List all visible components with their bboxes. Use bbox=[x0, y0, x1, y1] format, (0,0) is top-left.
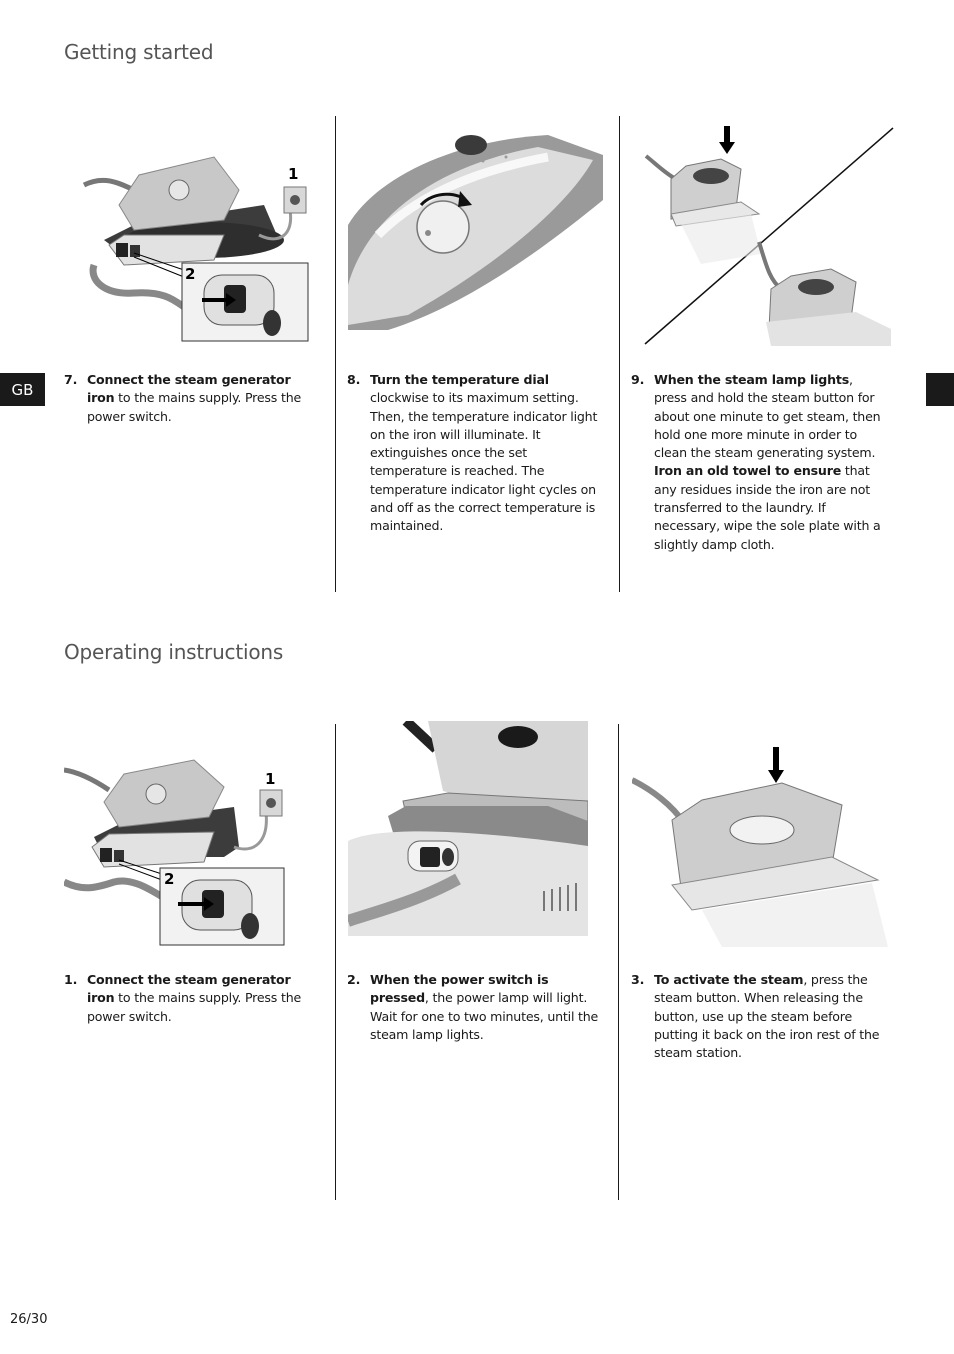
step-1 bbox=[64, 971, 320, 1026]
step-number: 9. bbox=[631, 372, 645, 387]
language-tab: GB bbox=[0, 373, 45, 406]
figure-connect-station bbox=[64, 752, 320, 948]
step-7 bbox=[64, 371, 320, 426]
step-text: , press and hold the steam button for about one minute to get steam, then hold one more minute in order to clean the steam generating system. bbox=[654, 372, 881, 461]
step-text-secondary: that any residues inside the iron are not transferred to the laundry. If necessary, wipe the sole plate with a slightly damp cloth. bbox=[654, 463, 881, 552]
step-8 bbox=[347, 371, 603, 536]
column-divider bbox=[335, 724, 336, 1200]
step-lead: To activate the steam bbox=[654, 972, 804, 987]
figure-temperature-dial bbox=[348, 125, 604, 332]
step-text: clockwise to its maximum setting. Then, the temperature indicator light on the iron will illuminate. It extinguishes once the set temperature is reached. The temperature indicator light cycles on and off as the correct temperature is maintained. bbox=[370, 390, 598, 534]
step-number: 1. bbox=[64, 972, 78, 987]
callout-label-2: 2 bbox=[164, 870, 175, 888]
edge-tab bbox=[926, 373, 954, 406]
callout-label-1: 1 bbox=[265, 770, 276, 788]
section-title-getting-started: Getting started bbox=[64, 40, 214, 64]
step-text: , press the steam button. When releasing the button, use up the steam before putting it back on the iron rest of the steam station. bbox=[654, 972, 880, 1061]
section-title-operating-instructions: Operating instructions bbox=[64, 640, 284, 664]
column-divider bbox=[335, 116, 336, 592]
step-lead: Turn the temperature dial bbox=[370, 372, 549, 387]
figure-connect-station bbox=[64, 145, 320, 345]
column-divider bbox=[619, 116, 620, 592]
step-9 bbox=[631, 371, 887, 554]
step-lead-secondary: Iron an old towel to ensure bbox=[654, 463, 842, 479]
step-lead: When the steam lamp lights bbox=[654, 372, 849, 387]
step-number: 2. bbox=[347, 972, 361, 987]
column-divider bbox=[618, 724, 619, 1200]
callout-label-1: 1 bbox=[288, 165, 299, 183]
page-number: 26/30 bbox=[10, 1312, 48, 1327]
figure-steam-button bbox=[641, 124, 897, 350]
step-number: 3. bbox=[631, 972, 645, 987]
step-lead: Connect the steam generator iron bbox=[87, 972, 291, 1006]
step-text: to the mains supply. Press the power switch. bbox=[87, 990, 302, 1024]
figure-power-switch bbox=[348, 721, 588, 936]
callout-label-2: 2 bbox=[185, 265, 196, 283]
step-lead: Connect the steam generator iron bbox=[87, 372, 291, 406]
step-number: 8. bbox=[347, 372, 361, 387]
step-text: , the power lamp will light. Wait for one to two minutes, until the steam lamp lights. bbox=[370, 990, 599, 1042]
step-3 bbox=[631, 971, 887, 1062]
step-number: 7. bbox=[64, 372, 78, 387]
figure-activate-steam bbox=[632, 745, 888, 947]
step-lead: When the power switch is pressed bbox=[370, 972, 549, 1006]
step-2 bbox=[347, 971, 603, 1044]
step-text: to the mains supply. Press the power switch. bbox=[87, 390, 302, 424]
